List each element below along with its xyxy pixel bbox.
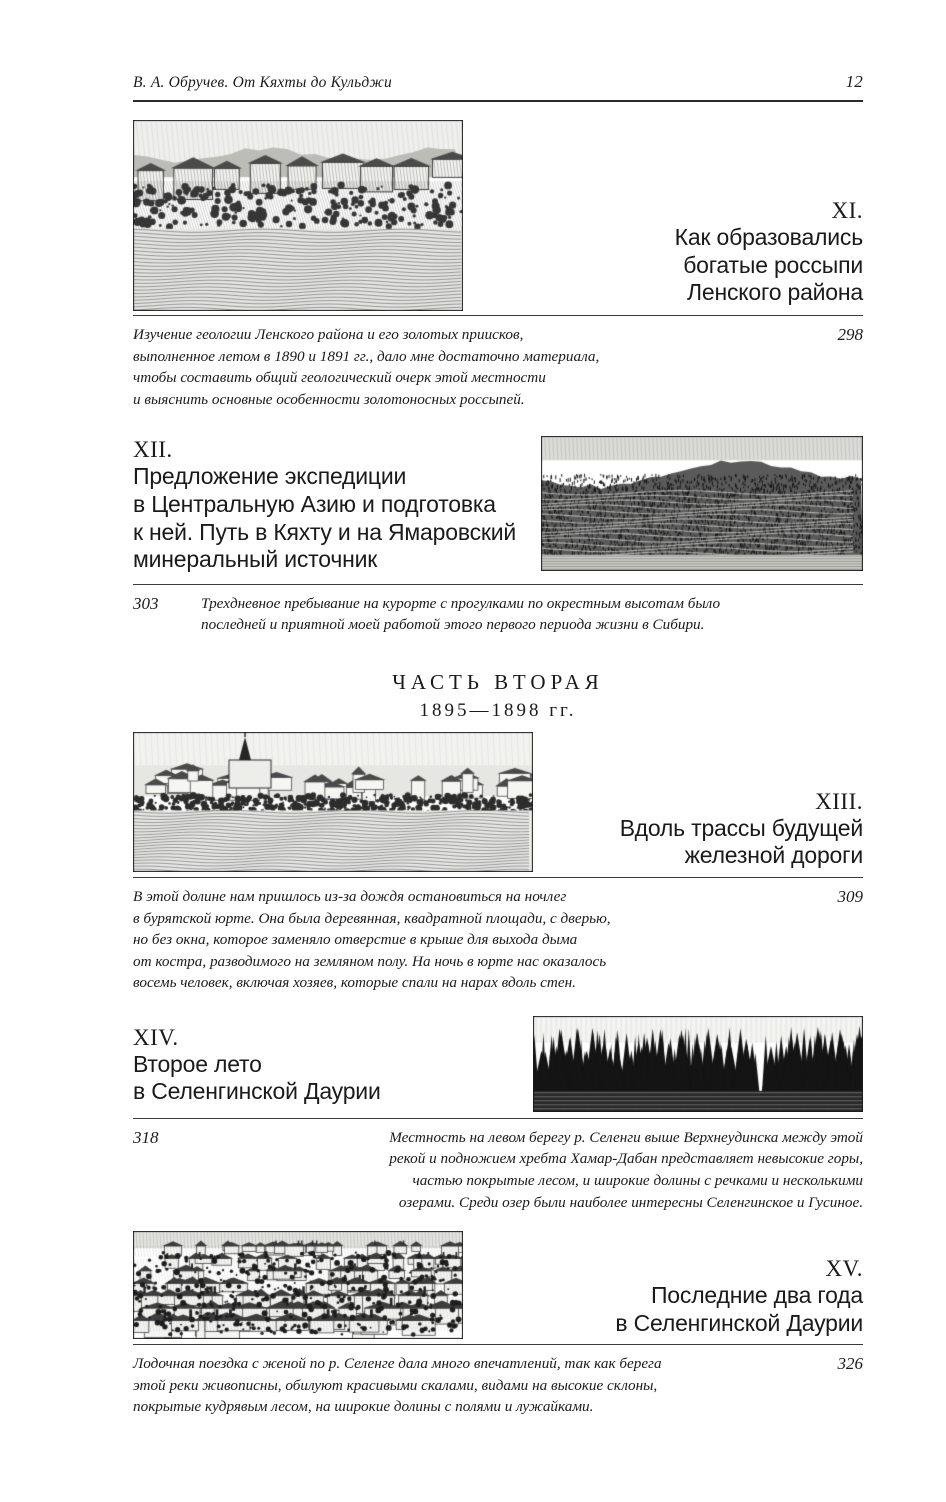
- annotation-xv-line-2: этой реки живописны, обилуют красивыми скалами, видами на высокие склоны,: [133, 1376, 658, 1394]
- chapter-title-xii-line-1: Предложение экспедиции: [133, 463, 407, 490]
- engraving-rooftops-town: [133, 1231, 463, 1339]
- annotation-xiii-line-4: от костра, разводимого на земляном полу. На ночь в юрте нас оказалось: [133, 952, 607, 970]
- chapter-number-xii: XII.: [133, 437, 173, 463]
- annotation-xi-line-3: чтобы составить общий геологический очерк этой местности: [133, 369, 546, 387]
- chapter-title-xiv-line-2: в Селенгинской Даурии: [133, 1078, 381, 1105]
- annotation-xii-line-2: последней и приятной моей работой этого первого периода жизни в Сибири.: [201, 616, 705, 634]
- page-number-xiii[interactable]: 309: [837, 886, 863, 906]
- annotation-xv-line-1: Лодочная поездка с женой по р. Селенге дала много впечатлений, так как берега: [133, 1355, 662, 1373]
- annotation-xii-line-1: Трехдневное пребывание на курорте с прогулками по окрестным высотам было: [201, 594, 721, 612]
- annotation-xiv-line-1: Местность на левом берегу р. Селенги выше Верхнеудинска между этой: [389, 1128, 863, 1146]
- annotation-xiii-line-2: в бурятской юрте. Она была деревянная, квадратной площади, с дверью,: [133, 909, 611, 927]
- page-number-xi[interactable]: 298: [837, 325, 863, 344]
- annotation-xi-line-2: выполненное летом в 1890 и 1891 гг., дало мне достаточно материала,: [133, 347, 600, 365]
- toc-entry-xv[interactable]: [133, 1231, 863, 1418]
- annotation-xii-text: [201, 593, 863, 636]
- annotation-xiii-line-1: В этой долине нам пришлось из-за дождя остановиться на ночлег: [133, 887, 567, 905]
- annotation-xiv-line-3: частью покрытые лесом, и широкие долины с речками и несколькими: [412, 1172, 863, 1190]
- part-heading: [133, 670, 863, 722]
- running-head-title: В. А. Обручев. От Кяхты до Кульджи: [133, 74, 392, 91]
- toc-entry-xii[interactable]: [133, 436, 863, 636]
- annotation-xi-line-1: Изучение геологии Ленского района и его золотых приисков,: [133, 326, 524, 343]
- engraving-town-church-river: [133, 732, 533, 872]
- header-rule: [133, 100, 863, 102]
- annotation-xiii: [133, 886, 863, 994]
- annotation-xiii-text: [133, 886, 795, 994]
- page-number-xiv[interactable]: 318: [133, 1127, 159, 1147]
- chapter-number-xi: XI.: [831, 198, 863, 224]
- annotation-xi-line-4: и выяснить основные особенности золотоносных россыпей.: [133, 390, 525, 408]
- annotation-xi-text: [133, 324, 795, 410]
- part-heading-label: ЧАСТЬ ВТОРАЯ: [392, 669, 604, 694]
- engraving-forested-hill: [541, 436, 863, 571]
- toc-entry-xiv[interactable]: [133, 1016, 863, 1213]
- chapter-title-xv-line-2: в Селенгинской Даурии: [615, 1309, 863, 1336]
- page-folio: 12: [845, 72, 863, 91]
- toc-entry-xiii[interactable]: [133, 732, 863, 994]
- chapter-title-xi-line-1: Как образовались: [674, 224, 863, 251]
- annotation-xiv-line-2: рекой и подножием хребта Хамар-Дабан представляет невысокие горы,: [389, 1150, 863, 1168]
- chapter-title-xi-line-2: богатые россыпи: [683, 251, 863, 278]
- engraving-village-riverbank: [133, 120, 463, 311]
- annotation-xii: [133, 593, 863, 636]
- chapter-number-xiv: XIV.: [133, 1024, 179, 1050]
- part-heading-years: 1895—1898 гг.: [419, 699, 577, 721]
- chapter-title-xii-line-2: в Центральную Азию и подготовка: [133, 491, 496, 518]
- annotation-xv-line-3: покрытые кудрявым лесом, на широкие долины с полями и лужайками.: [133, 1398, 594, 1416]
- toc-entry-xi[interactable]: [133, 120, 863, 410]
- annotation-xv-text: [133, 1353, 795, 1418]
- chapter-title-xiv-line-1: Второе лето: [133, 1050, 262, 1077]
- chapter-number-xv: XV.: [825, 1255, 863, 1281]
- chapter-title-xiii-line-1: Вдоль трассы будущей: [619, 814, 863, 841]
- annotation-xiv-line-4: озерами. Среди озер были наиболее интересны Селенгинское и Гусиное.: [398, 1193, 863, 1211]
- running-head: [133, 72, 863, 92]
- chapter-title-xi-line-3: Ленского района: [687, 279, 863, 306]
- chapter-number-xiii: XIII.: [815, 788, 863, 814]
- chapter-title-xv-line-1: Последние два года: [650, 1281, 863, 1308]
- annotation-xv: [133, 1353, 863, 1418]
- annotation-xiii-line-3: но без окна, которое заменяло отверстие в крыше для выхода дыма: [133, 931, 578, 949]
- annotation-xiv: [133, 1127, 863, 1213]
- chapter-title-xii-line-3: к ней. Путь в Кяхту и на Ямаровский: [133, 518, 517, 545]
- annotation-xi: [133, 324, 863, 410]
- annotation-xiv-text: [201, 1127, 863, 1213]
- page-number-xii[interactable]: 303: [133, 593, 159, 613]
- annotation-xiii-line-5: восемь человек, включая хозяев, которые спали на нарах вдоль стен.: [133, 974, 576, 992]
- engraving-taiga-forest: [533, 1016, 863, 1112]
- chapter-title-xii-line-4: минеральный источник: [133, 546, 378, 573]
- page-number-xv[interactable]: 326: [837, 1354, 863, 1374]
- chapter-title-xiii-line-2: железной дороги: [684, 842, 863, 869]
- page-content: [133, 72, 863, 1418]
